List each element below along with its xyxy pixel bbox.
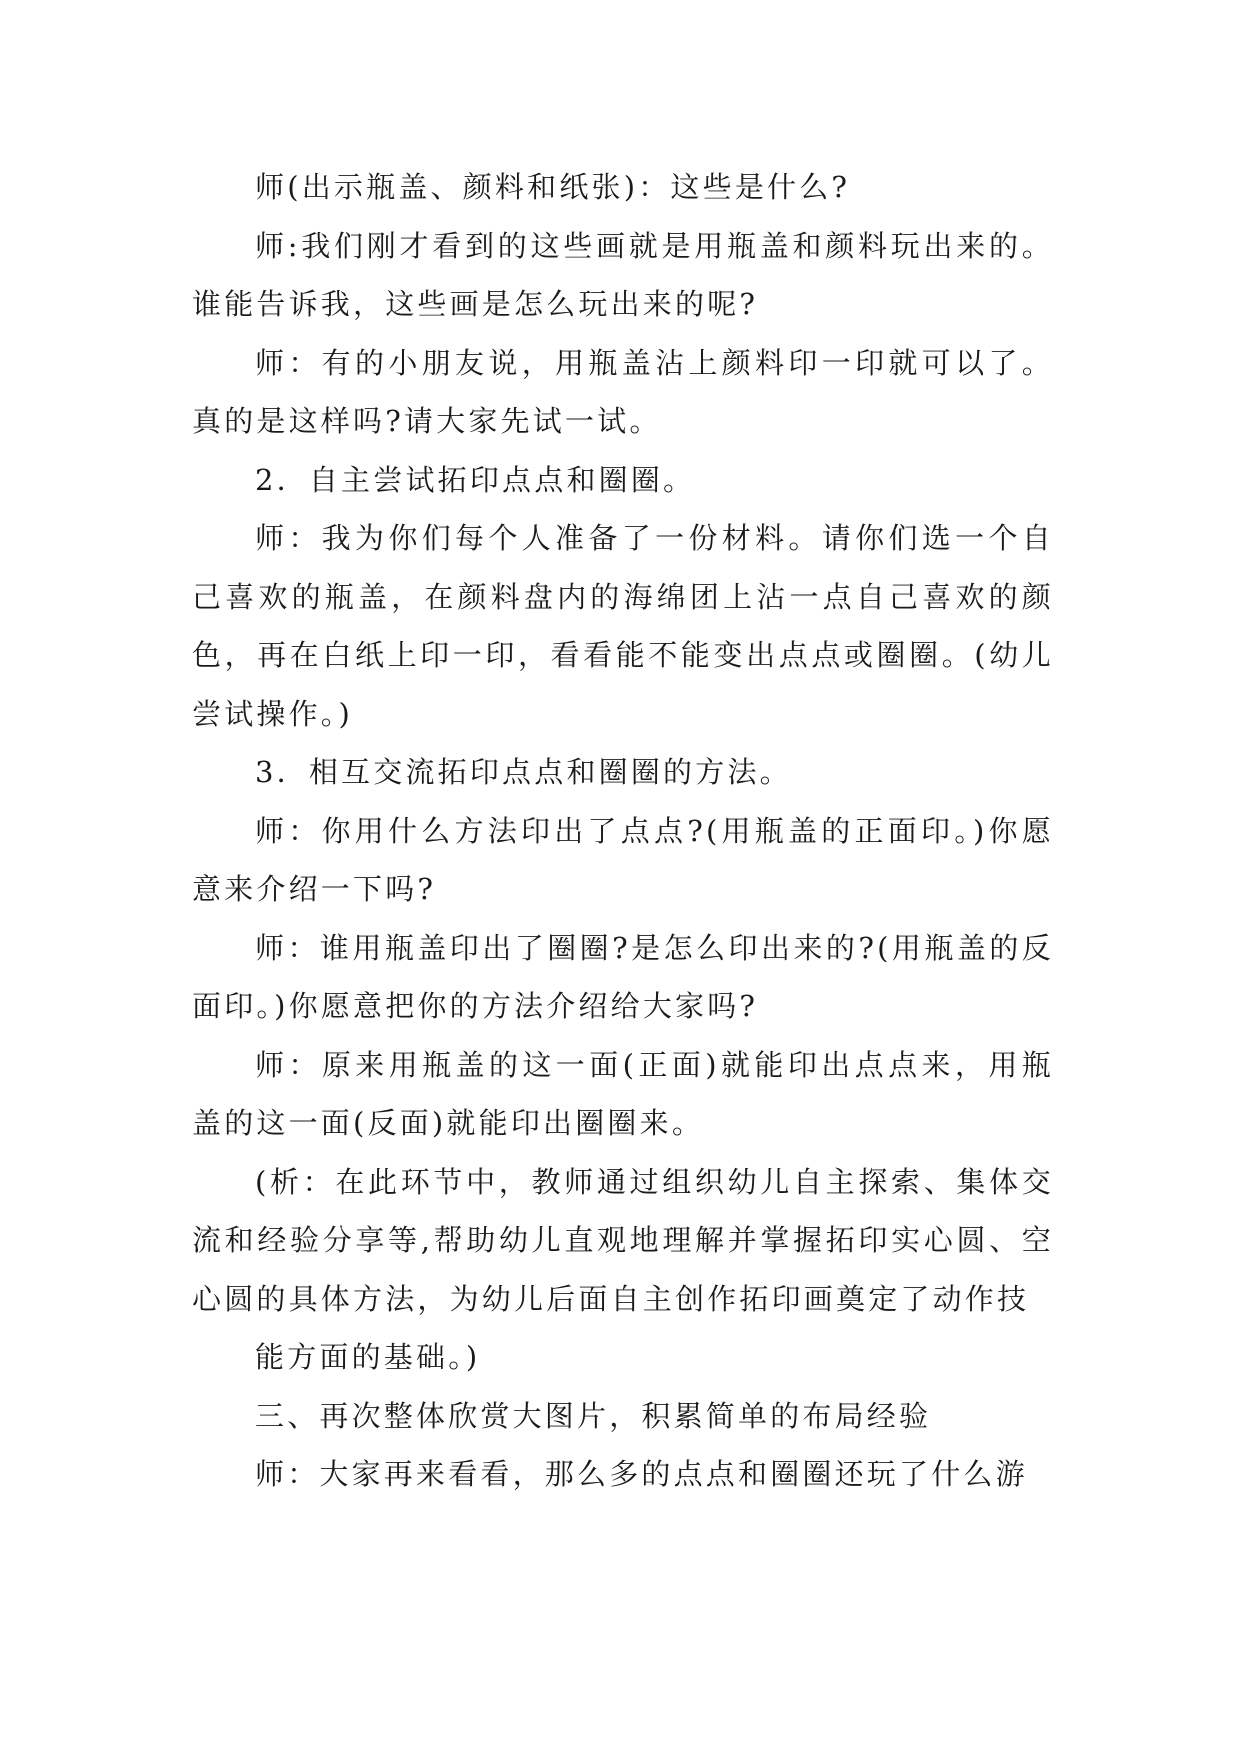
paragraph-7: 师：你用什么方法印出了点点?(用瓶盖的正面印。)你愿意来介绍一下吗?: [192, 813, 1054, 906]
document-body: [192, 158, 1054, 1504]
paragraph-11: 能方面的基础。): [255, 1340, 481, 1374]
paragraph-10: (析：在此环节中，教师通过组织幼儿自主探索、集体交流和经验分享等,帮助幼儿直观地理解并掌握拓印实心圆、空心圆的具体方法，为幼儿后面自主创作拓印画奠定了动作技: [192, 1164, 1054, 1316]
paragraph-13: 师：大家再来看看，那么多的点点和圈圈还玩了什么游: [255, 1457, 1028, 1491]
paragraph-3: 师：有的小朋友说，用瓶盖沾上颜料印一印就可以了。真的是这样吗?请大家先试一试。: [192, 345, 1054, 438]
paragraph-8: 师：谁用瓶盖印出了圈圈?是怎么印出来的?(用瓶盖的反面印。)你愿意把你的方法介绍给大家吗?: [192, 930, 1054, 1023]
paragraph-1: 师(出示瓶盖、颜料和纸张)：这些是什么?: [255, 170, 851, 204]
paragraph-6: 3．相互交流拓印点点和圈圈的方法。: [255, 755, 792, 789]
paragraph-5: 师：我为你们每个人准备了一份材料。请你们选一个自己喜欢的瓶盖，在颜料盘内的海绵团上沾一点自己喜欢的颜色，再在白纸上印一印，看看能不能变出点点或圈圈。(幼儿尝试操作。): [192, 521, 1054, 731]
paragraph-4: 2．自主尝试拓印点点和圈圈。: [255, 462, 696, 497]
paragraph-12: 三、再次整体欣赏大图片，积累简单的布局经验: [255, 1398, 932, 1433]
paragraph-2: 师:我们刚才看到的这些画就是用瓶盖和颜料玩出来的。谁能告诉我，这些画是怎么玩出来的呢?: [192, 228, 1054, 321]
paragraph-9: 师：原来用瓶盖的这一面(正面)就能印出点点来，用瓶盖的这一面(反面)就能印出圈圈来。: [192, 1047, 1054, 1140]
